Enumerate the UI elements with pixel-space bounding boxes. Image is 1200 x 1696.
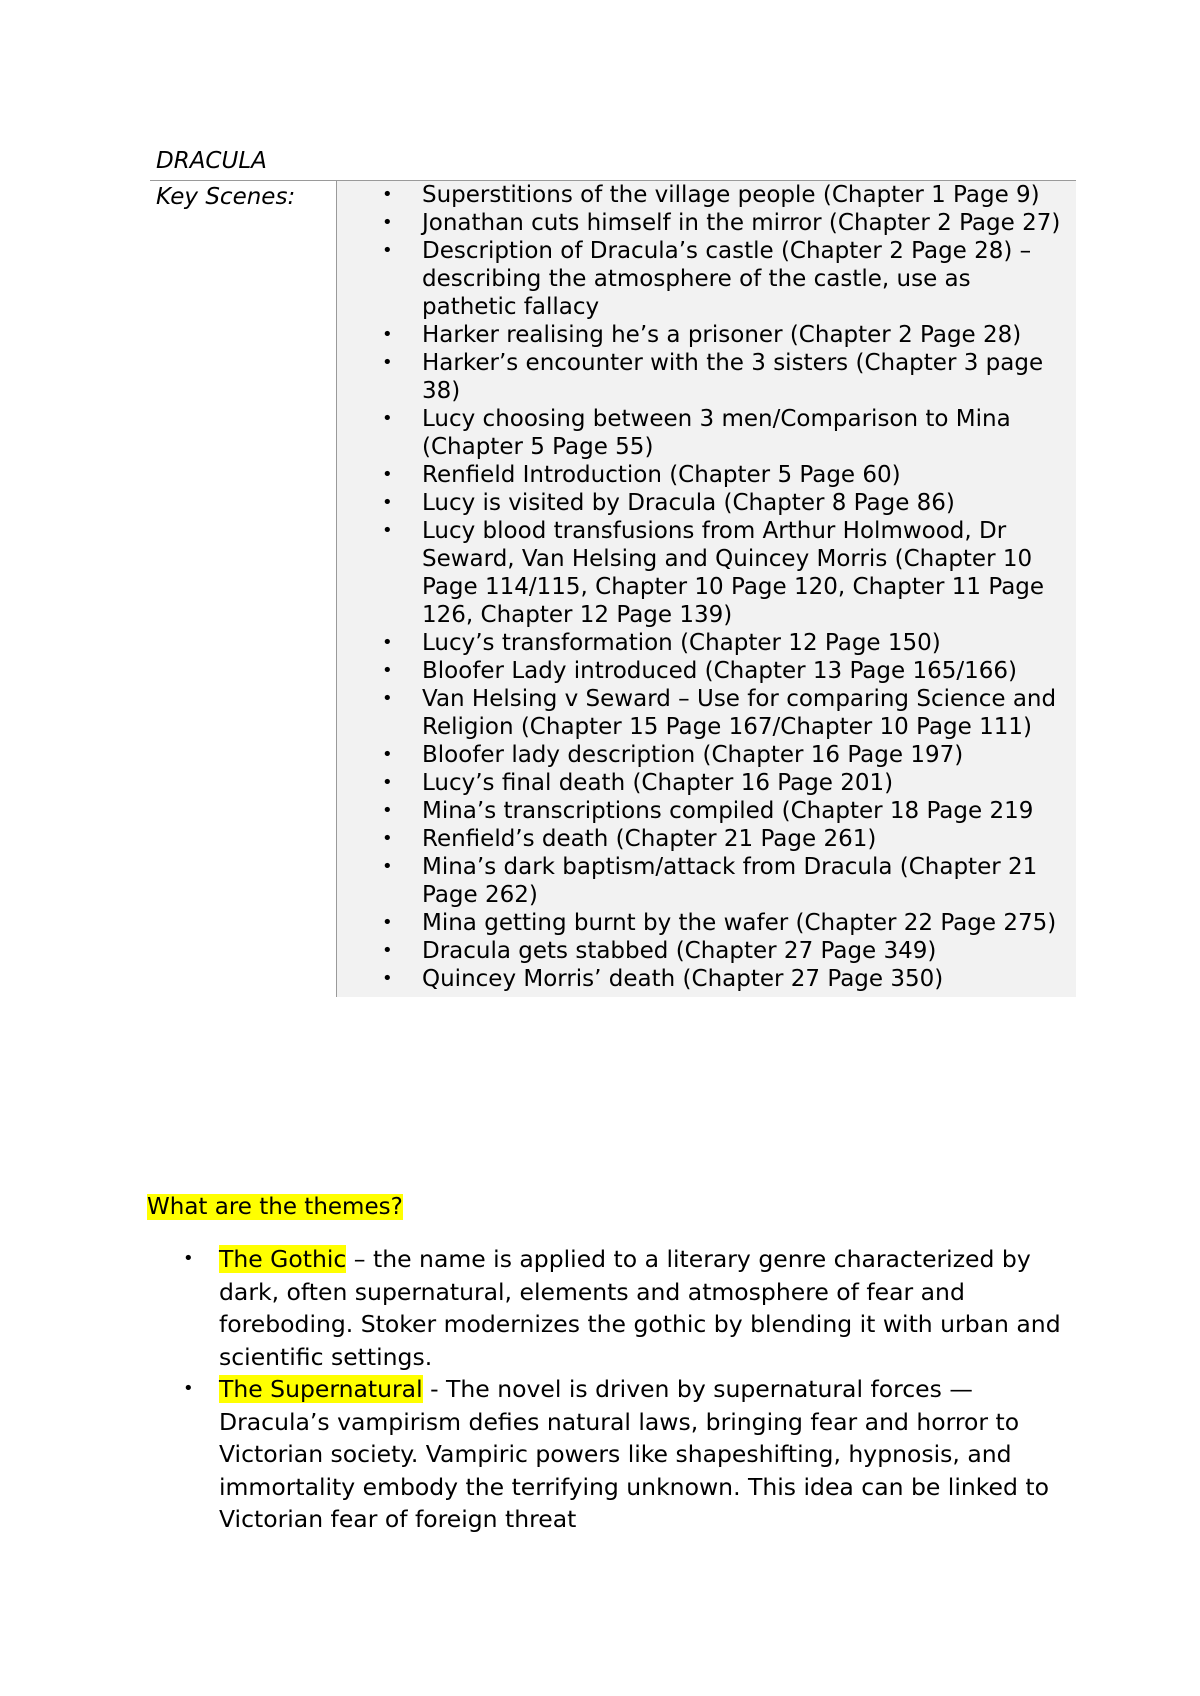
bullet-icon: •	[382, 912, 393, 933]
key-scene-item	[337, 517, 1068, 629]
bullet-icon: •	[382, 688, 393, 709]
bullet-icon: •	[382, 464, 393, 485]
key-scene-item	[337, 797, 1068, 825]
key-scene-item	[337, 489, 1068, 517]
key-scene-item	[337, 181, 1068, 209]
bullet-icon: •	[382, 772, 393, 793]
key-scene-item	[337, 405, 1068, 461]
key-scene-item	[337, 825, 1068, 853]
key-scene-text: Dracula gets stabbed (Chapter 27 Page 349)	[422, 938, 937, 964]
themes-list	[147, 1243, 1087, 1536]
bullet-icon: •	[382, 744, 393, 765]
bullet-icon: •	[183, 1248, 194, 1269]
key-scene-item	[337, 769, 1068, 797]
bullet-icon: •	[382, 828, 393, 849]
themes-heading-highlight: What are the themes?	[147, 1194, 403, 1220]
theme-item	[147, 1373, 1087, 1536]
key-scene-item	[337, 349, 1068, 405]
bullet-icon: •	[382, 352, 393, 373]
theme-description: - The novel is driven by supernatural forces — Dracula’s vampirism defies natural laws, bringing fear and horror to Victorian society. Vampiric powers like shapeshifting, hypnosis, and immortality embody the terrifying unknown. This idea can be linked to Victorian fear of foreign threat	[219, 1375, 1049, 1533]
bullet-icon: •	[382, 240, 393, 261]
bullet-icon: •	[382, 324, 393, 345]
key-scenes-list-cell	[337, 181, 1077, 998]
key-scene-item	[337, 909, 1068, 937]
key-scene-item	[337, 629, 1068, 657]
bullet-icon: •	[382, 492, 393, 513]
key-scene-text: Van Helsing v Seward – Use for comparing Science and Religion (Chapter 15 Page 167/Chapter 10 Page 111)	[422, 686, 1057, 740]
bullet-icon: •	[382, 800, 393, 821]
key-scene-text: Jonathan cuts himself in the mirror (Chapter 2 Page 27)	[422, 210, 1061, 236]
themes-heading	[147, 1192, 403, 1222]
key-scenes-label-cell	[150, 181, 337, 998]
key-scenes-list	[337, 181, 1076, 997]
document-title: DRACULA	[156, 148, 267, 174]
bullet-icon: •	[382, 184, 393, 205]
key-scenes-table	[150, 180, 1076, 997]
bullet-icon: •	[382, 212, 393, 233]
key-scene-text: Harker’s encounter with the 3 sisters (Chapter 3 page 38)	[422, 350, 1044, 404]
key-scene-item	[337, 741, 1068, 769]
key-scene-text: Lucy is visited by Dracula (Chapter 8 Page 86)	[422, 490, 955, 516]
key-scenes-row	[150, 181, 1076, 998]
key-scene-text: Description of Dracula’s castle (Chapter 2 Page 28) – describing the atmosphere of the castle, use as pathetic fallacy	[422, 238, 1032, 320]
key-scene-text: Mina’s transcriptions compiled (Chapter 18 Page 219	[422, 798, 1034, 824]
key-scene-item	[337, 321, 1068, 349]
key-scene-item	[337, 965, 1068, 993]
theme-name: The Gothic	[219, 1245, 347, 1273]
key-scene-item	[337, 461, 1068, 489]
key-scene-text: Bloofer Lady introduced (Chapter 13 Page 165/166)	[422, 658, 1017, 684]
key-scene-text: Harker realising he’s a prisoner (Chapter 2 Page 28)	[422, 322, 1022, 348]
key-scene-text: Lucy choosing between 3 men/Comparison to Mina (Chapter 5 Page 55)	[422, 406, 1011, 460]
bullet-icon: •	[183, 1378, 194, 1399]
key-scene-item	[337, 237, 1068, 321]
bullet-icon: •	[382, 408, 393, 429]
key-scene-text: Lucy’s final death (Chapter 16 Page 201)	[422, 770, 894, 796]
key-scene-text: Mina getting burnt by the wafer (Chapter 22 Page 275)	[422, 910, 1057, 936]
key-scene-item	[337, 685, 1068, 741]
bullet-icon: •	[382, 856, 393, 877]
bullet-icon: •	[382, 968, 393, 989]
key-scene-item	[337, 657, 1068, 685]
key-scene-text: Bloofer lady description (Chapter 16 Page 197)	[422, 742, 964, 768]
key-scene-text: Quincey Morris’ death (Chapter 27 Page 350)	[422, 966, 944, 992]
bullet-icon: •	[382, 520, 393, 541]
theme-item	[147, 1243, 1087, 1373]
bullet-icon: •	[382, 660, 393, 681]
key-scene-text: Superstitions of the village people (Chapter 1 Page 9)	[422, 182, 1040, 208]
key-scenes-label: Key Scenes:	[156, 184, 296, 210]
key-scene-text: Renfield’s death (Chapter 21 Page 261)	[422, 826, 877, 852]
key-scene-item	[337, 937, 1068, 965]
key-scene-text: Renfield Introduction (Chapter 5 Page 60)	[422, 462, 901, 488]
key-scene-text: Lucy’s transformation (Chapter 12 Page 150)	[422, 630, 941, 656]
theme-description: – the name is applied to a literary genre characterized by dark, often supernatural, elements and atmosphere of fear and foreboding. Stoker modernizes the gothic by blending it with urban and scientific settings.	[219, 1245, 1061, 1371]
key-scene-text: Mina’s dark baptism/attack from Dracula (Chapter 21 Page 262)	[422, 854, 1038, 908]
theme-name: The Supernatural	[219, 1375, 423, 1403]
bullet-icon: •	[382, 632, 393, 653]
key-scene-item	[337, 209, 1068, 237]
key-scene-text: Lucy blood transfusions from Arthur Holmwood, Dr Seward, Van Helsing and Quincey Morris (Chapter 10 Page 114/115, Chapter 10 Page 120, Chapter 11 Page 126, Chapter 12 Page 139)	[422, 518, 1045, 628]
bullet-icon: •	[382, 940, 393, 961]
key-scene-item	[337, 853, 1068, 909]
